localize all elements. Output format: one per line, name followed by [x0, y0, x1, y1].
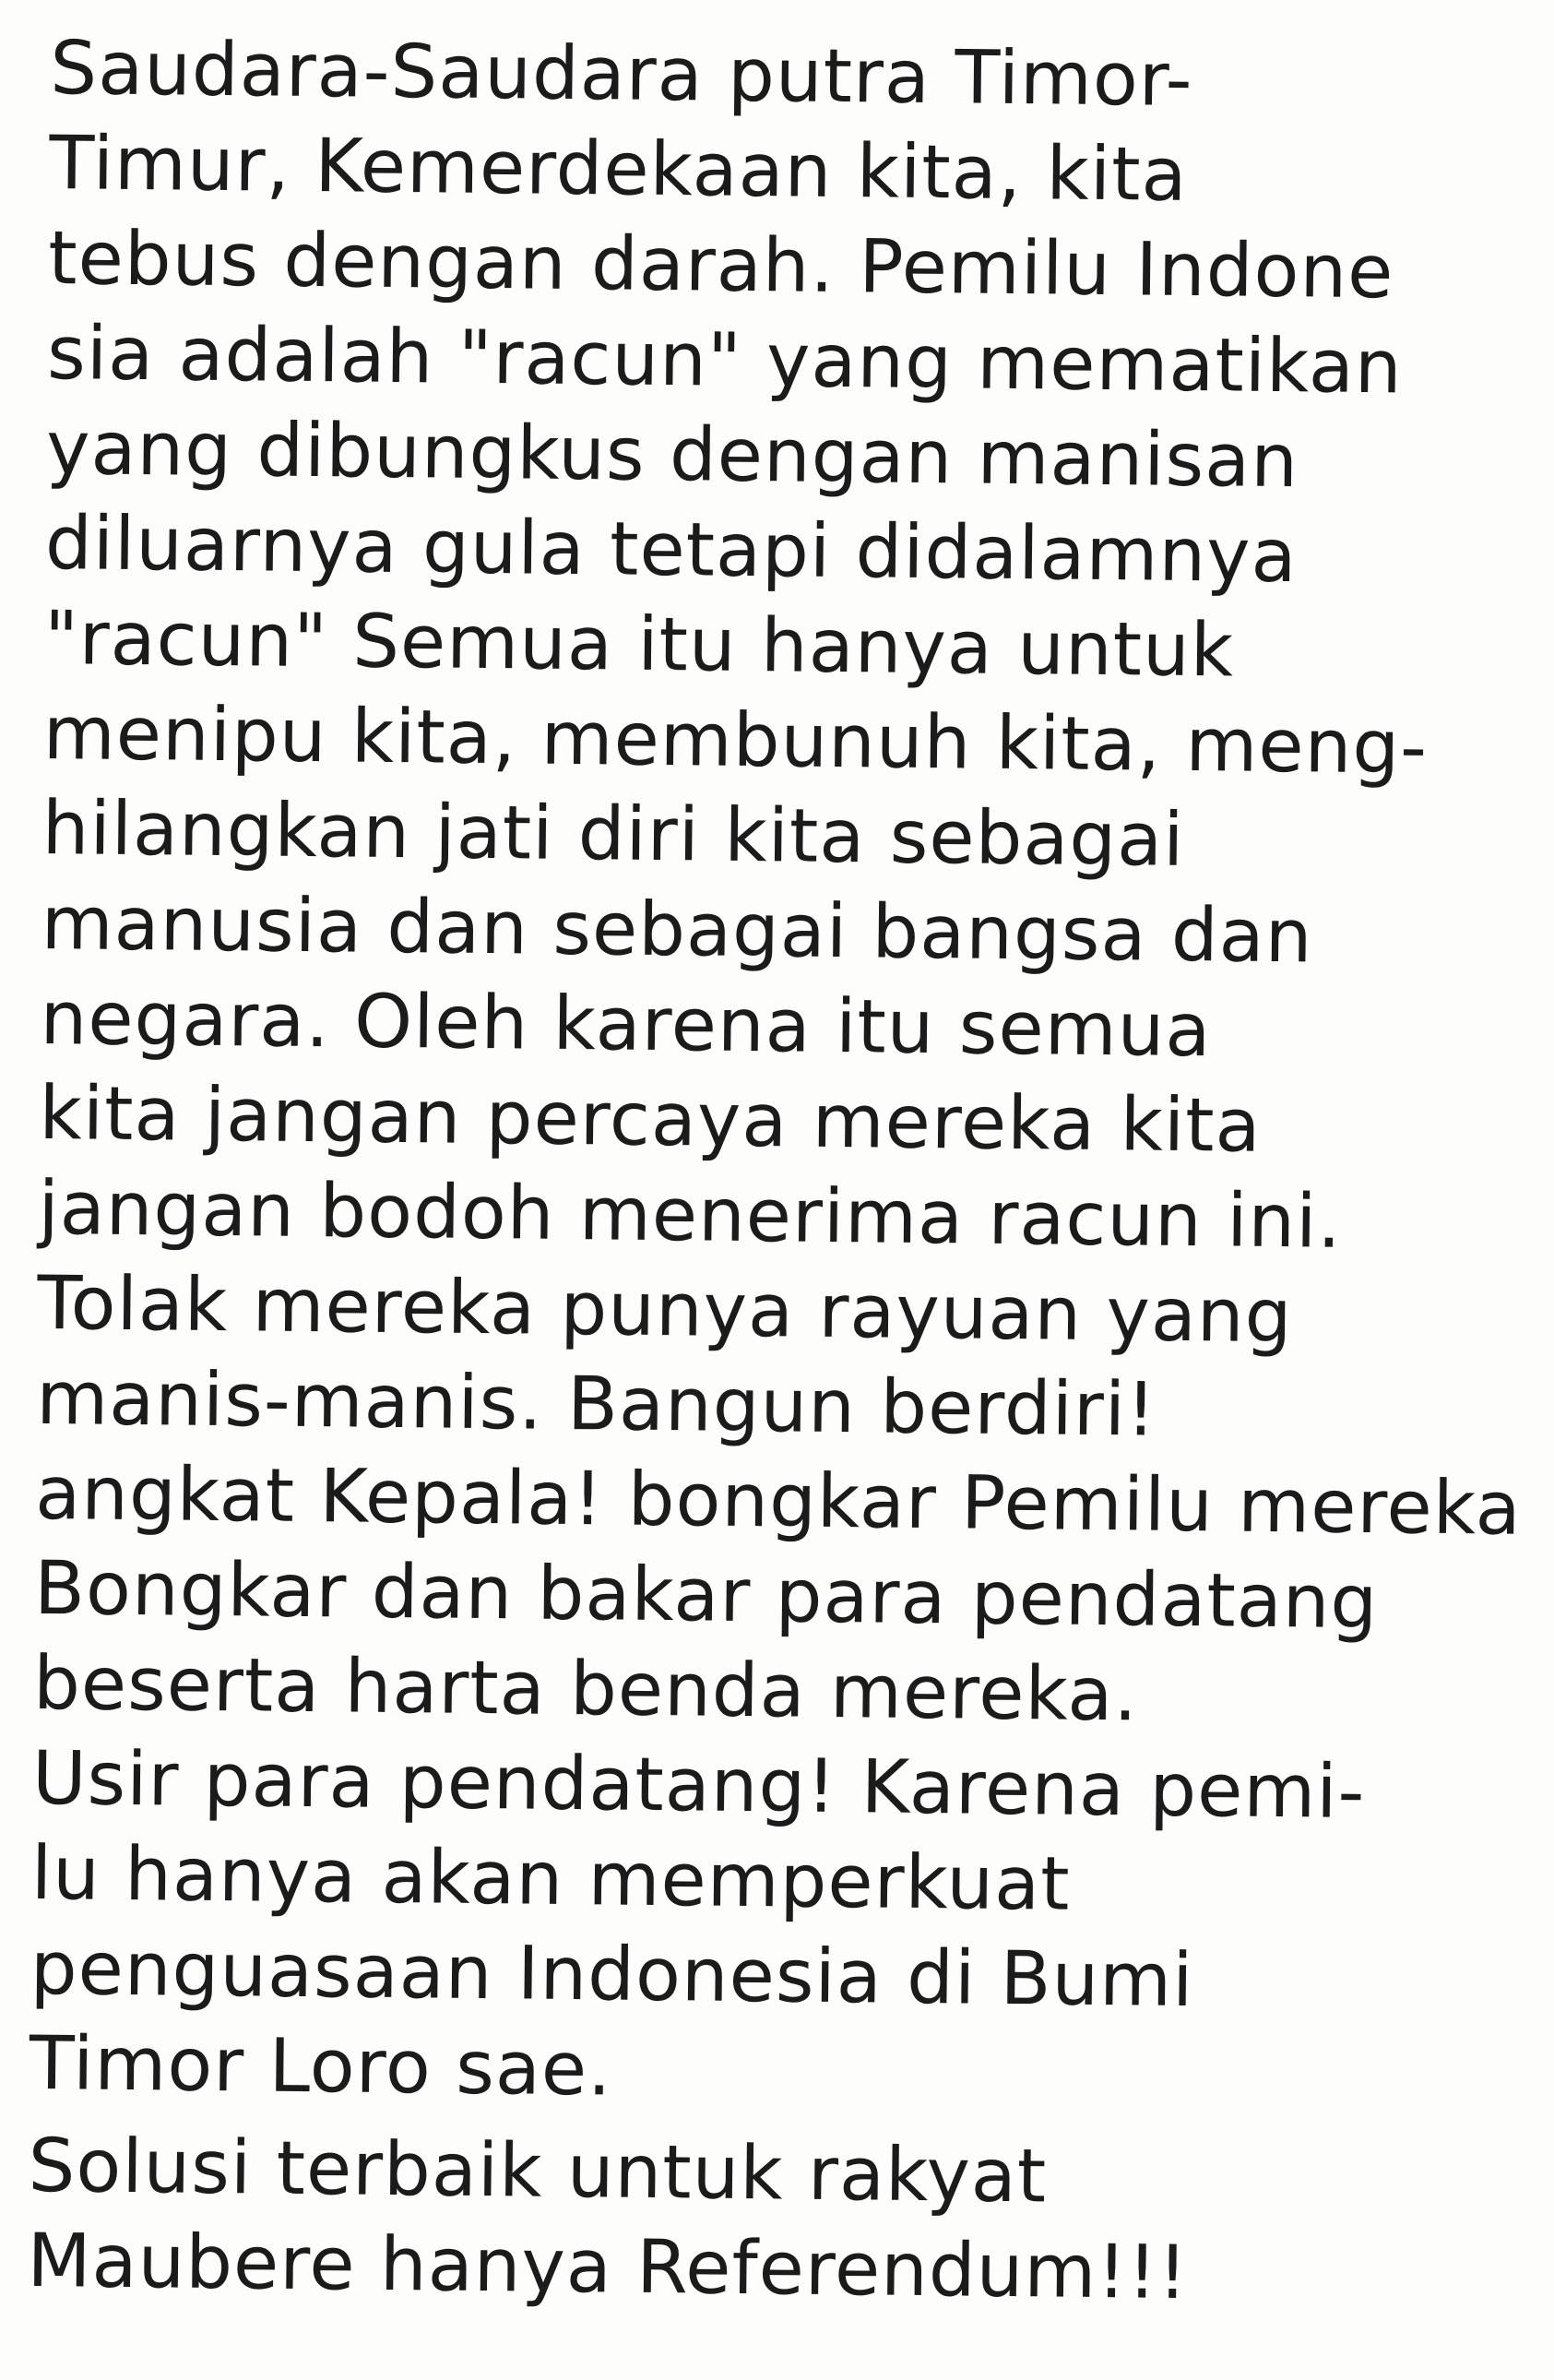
letter-line: penguasaan Indonesia di Bumi	[30, 1924, 1194, 2024]
letter-line: Saudara-Saudara putra Timor-	[49, 24, 1193, 123]
letter-line: manusia dan sebagai bangsa dan	[41, 879, 1313, 980]
letter-line: Maubere hanya Referendum!!!	[27, 2217, 1190, 2316]
letter-line: sia adalah "racun" yang mematikan	[46, 309, 1404, 411]
letter-line: kita jangan percaya mereka kita	[39, 1069, 1263, 1169]
letter-line: Timor Loro sae.	[29, 2019, 613, 2112]
letter-line: angkat Kepala! bongkar Pemilu mereka	[34, 1449, 1523, 1552]
letter-line: Bongkar dan bakar para pendatang	[33, 1544, 1379, 1646]
letter-line: menipu kita, membunuh kita, meng-	[42, 689, 1429, 791]
letter-line: yang dibungkus dengan manisan	[45, 404, 1299, 505]
letter-line: Solusi terbaik untuk rakyat	[28, 2122, 1048, 2219]
letter-line: Timur, Kemerdekaan kita, kita	[48, 119, 1189, 218]
letter-line: hilangkan jati diri kita sebagai	[42, 784, 1185, 883]
letter-line: beserta harta benda mereka.	[32, 1639, 1139, 1738]
letter-line: jangan bodoh menerima racun ini.	[38, 1164, 1343, 1265]
letter-line: lu hanya akan memperkuat	[30, 1829, 1072, 1927]
letter-line: Tolak mereka punya rayuan yang	[36, 1259, 1293, 1360]
letter-line: Usir para pendatang! Karena pemi-	[31, 1734, 1366, 1836]
letter-line: tebus dengan darah. Pemilu Indone	[47, 214, 1394, 315]
handwritten-letter	[27, 20, 1526, 2324]
letter-line: manis-manis. Bangun berdiri!	[35, 1354, 1157, 1453]
letter-line: negara. Oleh karena itu semua	[40, 974, 1212, 1074]
letter-line: diluarnya gula tetapi didalamnya	[44, 499, 1299, 600]
letter-line: "racun" Semua itu hanya untuk	[43, 594, 1235, 694]
